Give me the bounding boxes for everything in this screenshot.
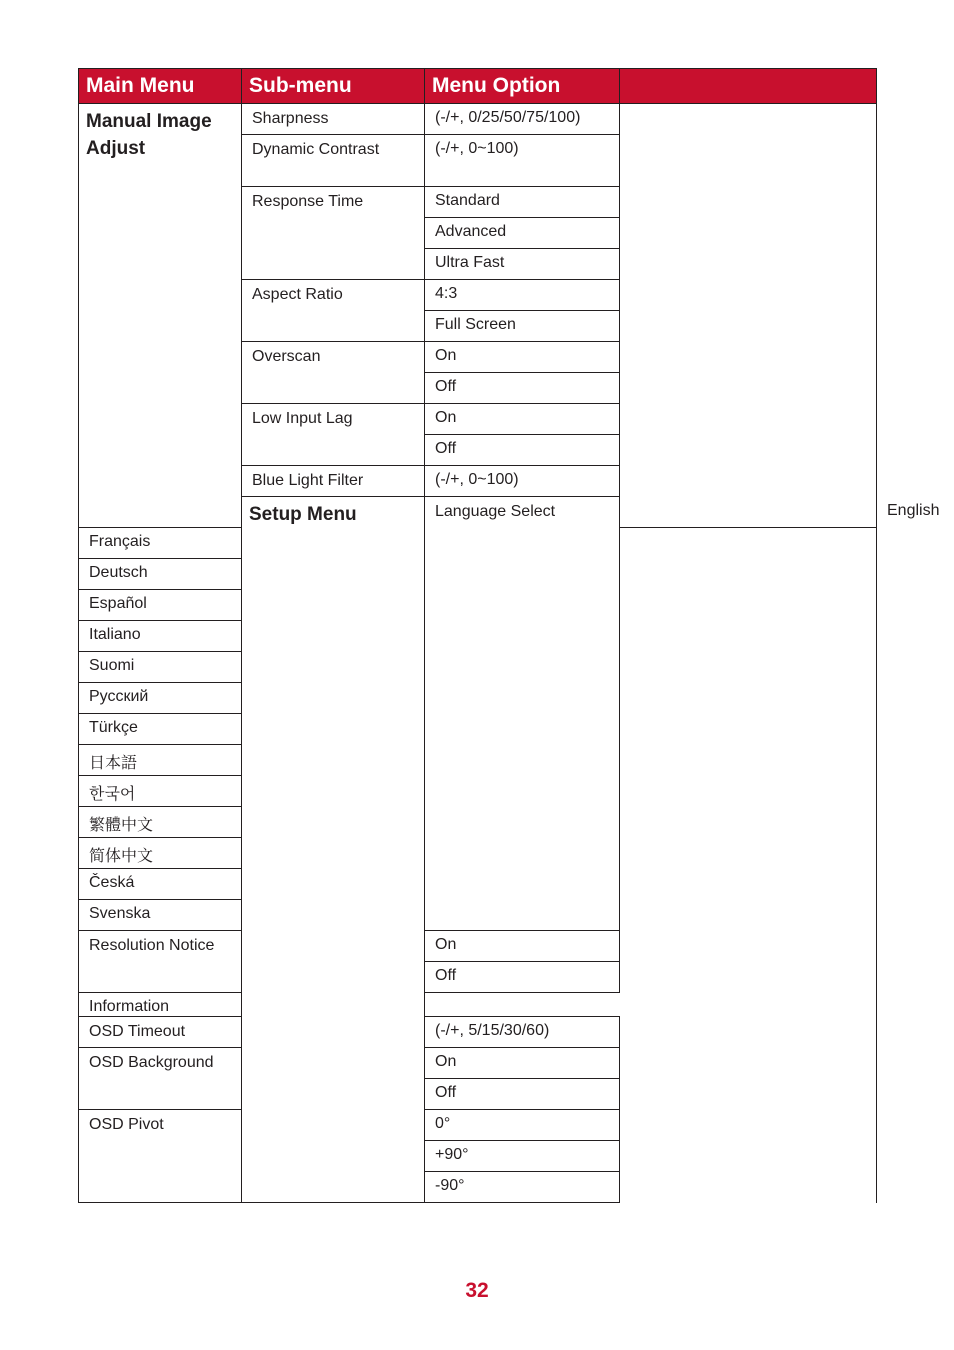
- option-cell: On: [425, 342, 620, 373]
- option-cell: Español: [79, 590, 242, 621]
- option-cell: Off: [425, 435, 620, 466]
- option-cell: Off: [425, 1079, 620, 1110]
- submenu-information: Information: [79, 993, 425, 1017]
- submenu-aspect-ratio: Aspect Ratio: [242, 280, 425, 342]
- option-cell: Français: [79, 528, 242, 559]
- blank-cell: [620, 104, 877, 528]
- submenu-low-input-lag: Low Input Lag: [242, 404, 425, 466]
- submenu-osd-background: OSD Background: [79, 1048, 242, 1110]
- option-cell: 0°: [425, 1110, 620, 1141]
- option-cell: Česká: [79, 869, 242, 900]
- header-blank: [620, 69, 877, 104]
- option-cell: Advanced: [425, 218, 620, 249]
- option-cell: On: [425, 404, 620, 435]
- table-row: [79, 1017, 877, 1048]
- option-cell: -90°: [425, 1172, 620, 1203]
- table-header-row: [79, 69, 877, 104]
- option-cell: Ultra Fast: [425, 249, 620, 280]
- option-cell: Svenska: [79, 900, 242, 931]
- table-row: [79, 1110, 877, 1141]
- option-cell: 繁體中文: [79, 807, 242, 838]
- option-cell: (-/+, 0~100): [425, 135, 620, 187]
- main-menu-setup: Setup Menu: [242, 497, 425, 1203]
- submenu-dynamic-contrast: Dynamic Contrast: [242, 135, 425, 187]
- table-row: [79, 931, 877, 962]
- submenu-response-time: Response Time: [242, 187, 425, 280]
- option-cell: Standard: [425, 187, 620, 218]
- option-cell: 日本語: [79, 745, 242, 776]
- option-cell: (-/+, 0/25/50/75/100): [425, 104, 620, 135]
- option-cell: Off: [425, 373, 620, 404]
- option-cell: On: [425, 931, 620, 962]
- table-row: [79, 1048, 877, 1079]
- option-cell: Off: [425, 962, 620, 993]
- option-cell: (-/+, 0~100): [425, 466, 620, 497]
- option-cell: (-/+, 5/15/30/60): [425, 1017, 620, 1048]
- table-row: [79, 104, 877, 135]
- submenu-language-select: Language Select: [425, 497, 620, 931]
- osd-menu-table: [78, 68, 940, 1203]
- main-menu-manual-image-adjust: Manual Image Adjust: [79, 104, 242, 528]
- option-cell: Full Screen: [425, 311, 620, 342]
- submenu-resolution-notice: Resolution Notice: [79, 931, 242, 993]
- submenu-overscan: Overscan: [242, 342, 425, 404]
- option-cell: On: [425, 1048, 620, 1079]
- submenu-blue-light-filter: Blue Light Filter: [242, 466, 425, 497]
- header-menu-option: Menu Option: [425, 69, 620, 104]
- option-cell: Italiano: [79, 621, 242, 652]
- option-cell: Suomi: [79, 652, 242, 683]
- table-row: Setup Menu Language Select English: [79, 497, 877, 528]
- header-main-menu: Main Menu: [79, 69, 242, 104]
- option-cell: Русский: [79, 683, 242, 714]
- option-cell: 한국어: [79, 776, 242, 807]
- option-cell: 4:3: [425, 280, 620, 311]
- header-sub-menu: Sub-menu: [242, 69, 425, 104]
- option-cell: Deutsch: [79, 559, 242, 590]
- option-cell: +90°: [425, 1141, 620, 1172]
- table-row: [79, 993, 877, 1017]
- option-cell: Türkçe: [79, 714, 242, 745]
- submenu-osd-timeout: OSD Timeout: [79, 1017, 242, 1048]
- option-cell: 简体中文: [79, 838, 242, 869]
- submenu-sharpness: Sharpness: [242, 104, 425, 135]
- page-number: 32: [465, 1279, 489, 1302]
- submenu-osd-pivot: OSD Pivot: [79, 1110, 242, 1203]
